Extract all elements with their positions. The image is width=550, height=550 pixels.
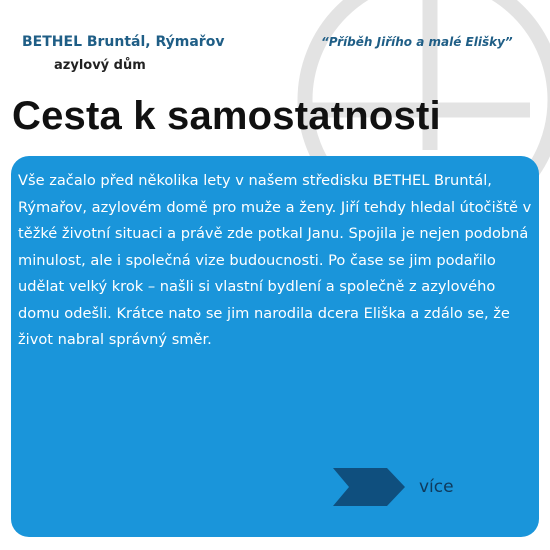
story-text-panel [11,156,539,537]
organization-name: BETHEL Bruntál, Rýmařov [22,34,225,50]
more-link[interactable] [333,468,454,506]
story-title: “Příběh Jiřího a malé Elišky” [321,35,513,49]
organization-type: azylový dům [54,58,146,73]
page-title: Cesta k samostatnosti [12,94,441,138]
story-body-text: Vše začalo před několika lety v našem středisku BETHEL Bruntál, Rýmařov, azylovém domě pro muže a ženy. Jiří tehdy hledal útočiště v těžké životní situaci a právě zde potkal Janu. Spojila je nejen podobná minulost, ale i společná vize budoucnosti. Po čase se jim podařilo udělat velký krok – našli si vlastní bydlení a společně z azylového domu odešli. Krátce nato se jim narodila dcera Eliška a zdálo se, že život nabral správný směr. [18,172,532,348]
more-link-label: více [419,477,454,497]
chevron-arrow-right-icon [333,468,405,506]
